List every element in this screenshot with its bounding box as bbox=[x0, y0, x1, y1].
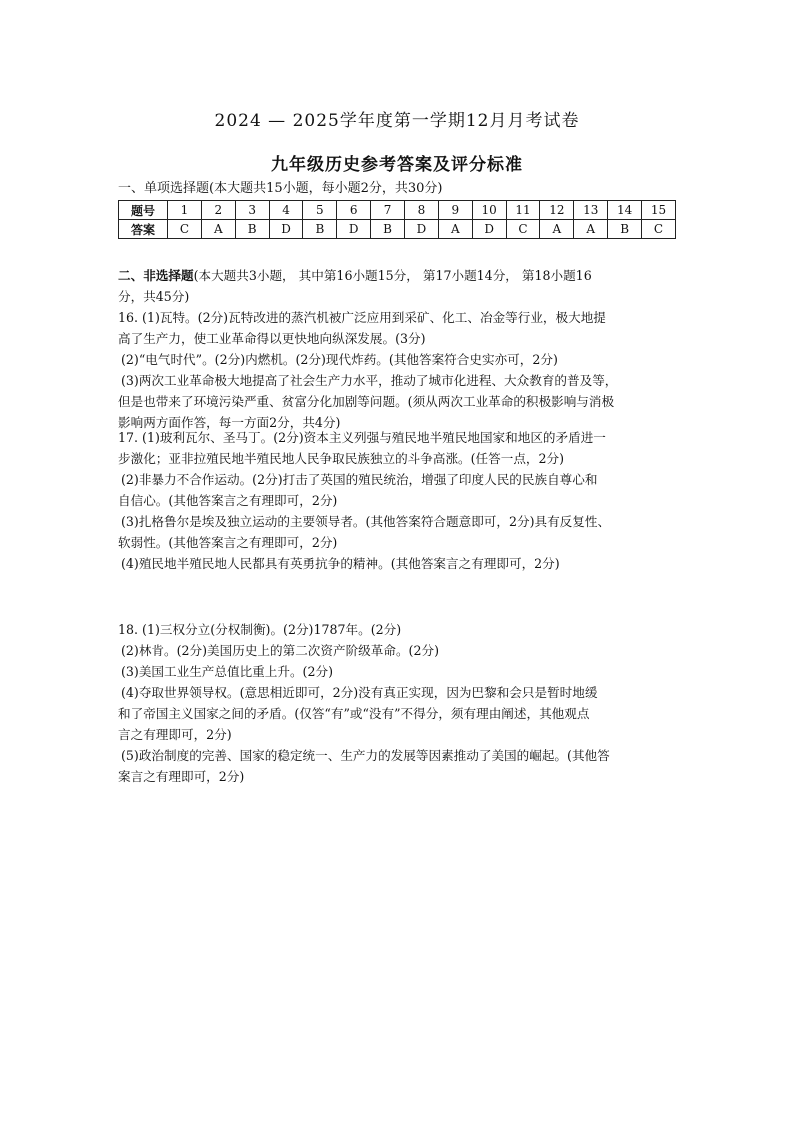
q17-line: 自信心。(其他答案言之有理即可，2分) bbox=[118, 493, 338, 508]
q16-line: (2)“电气时代”。(2分)内燃机。(2分)现代炸药。(其他答案符合史实亦可，2分) bbox=[121, 352, 558, 367]
answer-key-subtitle: 九年级历史参考答案及评分标准 bbox=[271, 155, 523, 175]
q16-line: 高了生产力，使工业革命得以更快地向纵深发展。(3分) bbox=[118, 331, 426, 346]
answer-cell: A bbox=[201, 220, 235, 239]
answer-cell: D bbox=[405, 220, 439, 239]
q18-line: 案言之有理即可，2分) bbox=[118, 769, 245, 784]
question-number: 2 bbox=[201, 201, 235, 220]
question-number: 10 bbox=[472, 201, 506, 220]
section2-heading bbox=[118, 265, 678, 307]
question-number: 4 bbox=[269, 201, 303, 220]
q18-line: (2)林肯。(2分)美国历史上的第二次资产阶级革命。(2分) bbox=[121, 643, 439, 658]
exam-title: 2024 — 2025学年度第一学期12月月考试卷 bbox=[214, 111, 580, 131]
answer-cell: B bbox=[608, 220, 642, 239]
answer-row bbox=[119, 220, 676, 239]
question-number-label: 题号 bbox=[119, 201, 168, 220]
q17-line: 软弱性。(其他答案言之有理即可，2分) bbox=[118, 535, 338, 550]
answer-cell: D bbox=[472, 220, 506, 239]
answer-cell: C bbox=[642, 220, 676, 239]
question-number: 7 bbox=[371, 201, 405, 220]
q18-line: 言之有理即可，2分) bbox=[118, 727, 232, 742]
q18-line: 18. (1)三权分立(分权制衡)。(2分)1787年。(2分) bbox=[118, 622, 402, 637]
section2-heading-bold: 二、非选择题 bbox=[118, 268, 194, 283]
q16-line: (3)两次工业革命极大地提高了社会生产力水平，推动了城市化进程、大众教育的普及等， bbox=[121, 373, 618, 388]
question-number: 14 bbox=[608, 201, 642, 220]
q16-line: 但是也带来了环境污染严重、贫富分化加剧等问题。(须从两次工业革命的积极影响与消极 bbox=[118, 394, 615, 409]
q16-line: 影响两方面作答，每一方面2分，共4分) bbox=[118, 415, 341, 430]
section2-heading-line2: 分，共45分) bbox=[118, 289, 190, 304]
q16-line: 16. (1)瓦特。(2分)瓦特改进的蒸汽机被广泛应用到采矿、化工、冶金等行业，极大地提 bbox=[118, 310, 606, 325]
question-number: 1 bbox=[168, 201, 202, 220]
question-number: 12 bbox=[540, 201, 574, 220]
answer-label: 答案 bbox=[119, 220, 168, 239]
answer-cell: B bbox=[303, 220, 337, 239]
answer-cell: C bbox=[506, 220, 540, 239]
question-number-row bbox=[119, 201, 676, 220]
section2-heading-line1: (本大题共3小题， 其中第16小题15分， 第17小题14分， 第18小题16 bbox=[193, 268, 592, 283]
answer-cell: D bbox=[269, 220, 303, 239]
q17-line: (3)扎格鲁尔是埃及独立运动的主要领导者。(其他答案符合题意即可，2分)具有反复性、 bbox=[121, 514, 611, 529]
section1-heading: 一、单项选择题(本大题共15小题，每小题2分，共30分) bbox=[118, 181, 443, 196]
q18-line: (3)美国工业生产总值比重上升。(2分) bbox=[121, 664, 333, 679]
question-number: 9 bbox=[438, 201, 472, 220]
q18-line: 和了帝国主义国家之间的矛盾。(仅答“有”或“没有”不得分，须有理由阐述，其他观点 bbox=[118, 706, 590, 721]
q17-line: 17. (1)玻利瓦尔、圣马丁。(2分)资本主义列强与殖民地半殖民地国家和地区的矛盾进一 bbox=[118, 430, 606, 445]
answer-cell: A bbox=[540, 220, 574, 239]
question-number: 13 bbox=[574, 201, 608, 220]
answer-cell: A bbox=[438, 220, 472, 239]
answer-cell: A bbox=[574, 220, 608, 239]
answer-cell: B bbox=[235, 220, 269, 239]
q17-line: 步激化；亚非拉殖民地半殖民地人民争取民族独立的斗争高涨。(任答一点，2分) bbox=[118, 451, 565, 466]
question-number: 6 bbox=[337, 201, 371, 220]
question-18-answer bbox=[118, 619, 678, 787]
answer-table bbox=[118, 200, 676, 239]
question-number: 11 bbox=[506, 201, 540, 220]
q17-line: (4)殖民地半殖民地人民都具有英勇抗争的精神。(其他答案言之有理即可，2分) bbox=[121, 556, 560, 571]
question-17-answer bbox=[118, 427, 678, 574]
q18-line: (5)政治制度的完善、国家的稳定统一、生产力的发展等因素推动了美国的崛起。(其他答 bbox=[121, 748, 610, 763]
question-number: 8 bbox=[405, 201, 439, 220]
answer-cell: D bbox=[337, 220, 371, 239]
answer-cell: C bbox=[168, 220, 202, 239]
q17-line: (2)非暴力不合作运动。(2分)打击了英国的殖民统治，增强了印度人民的民族自尊心和 bbox=[121, 472, 598, 487]
answer-cell: B bbox=[371, 220, 405, 239]
question-number: 15 bbox=[642, 201, 676, 220]
question-number: 3 bbox=[235, 201, 269, 220]
question-number: 5 bbox=[303, 201, 337, 220]
question-16-answer bbox=[118, 307, 678, 433]
q18-line: (4)夺取世界领导权。(意思相近即可，2分)没有真正实现，因为巴黎和会只是暂时地缓 bbox=[121, 685, 598, 700]
